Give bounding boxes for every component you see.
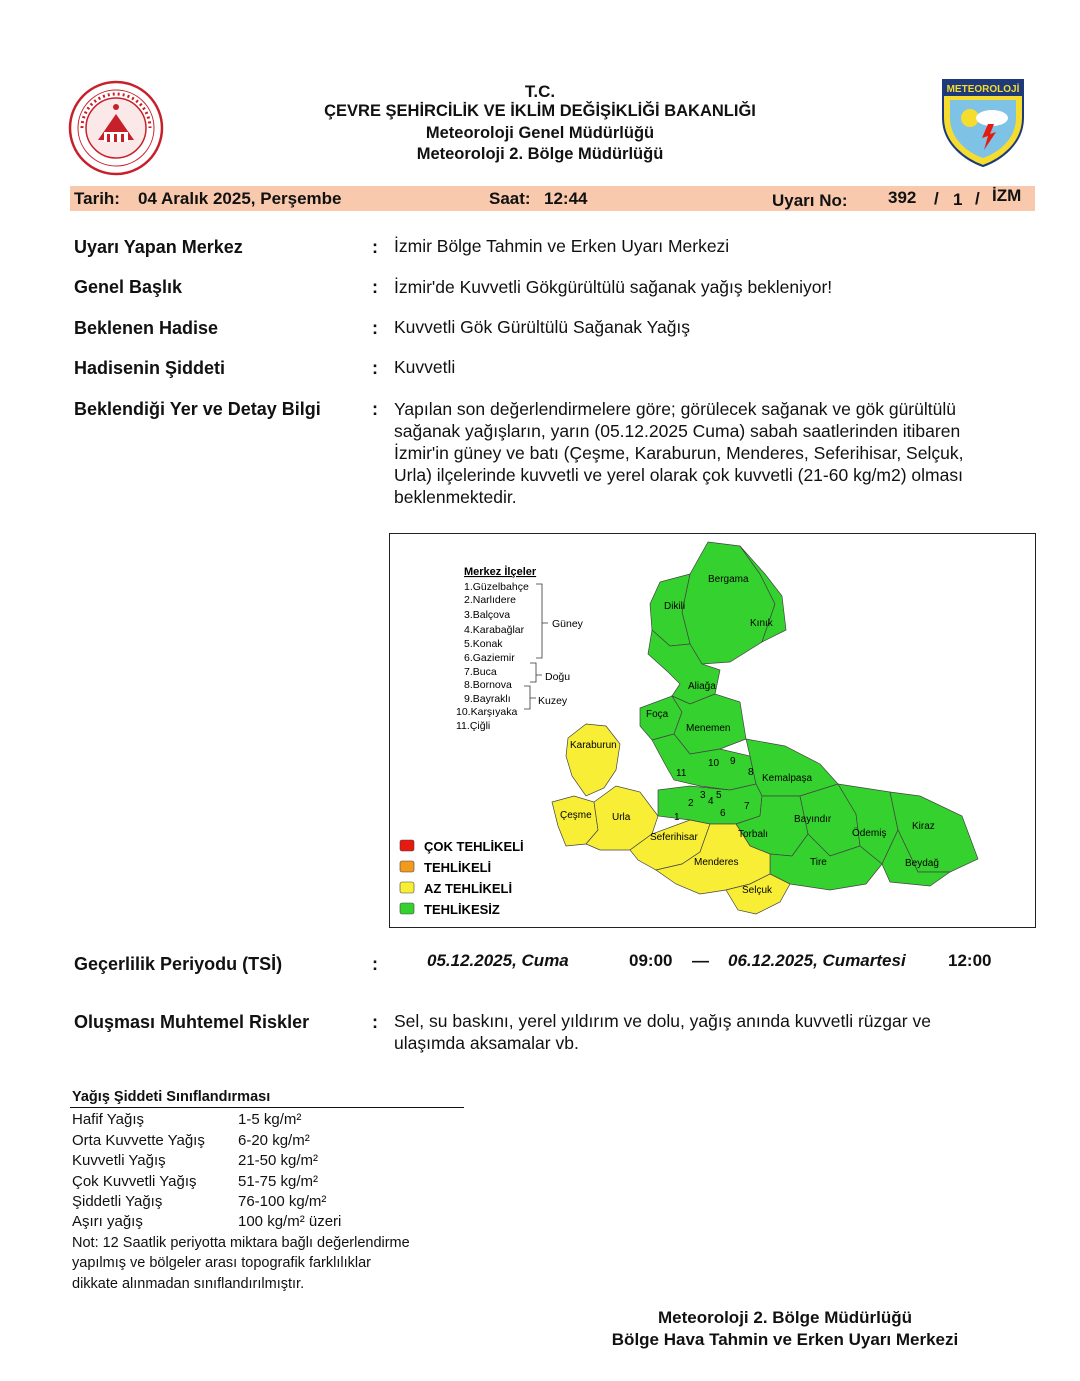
issuing-center-value: İzmir Bölge Tahmin ve Erken Uyarı Merkezi xyxy=(394,236,730,256)
detail-line: İzmir'in güney ve batı (Çeşme, Karaburun, Menderes, Seferihisar, Selçuk, xyxy=(394,443,964,463)
risks-label: Oluşması Muhtemel Riskler xyxy=(74,1012,310,1032)
classification-name: Kuvvetli Yağış xyxy=(72,1152,166,1169)
severity-value: Kuvvetli xyxy=(394,357,456,377)
detail-text xyxy=(394,398,963,508)
central-district-item: 8.Bornova xyxy=(464,679,512,691)
group-bracket-south xyxy=(536,584,548,658)
central-district-item: 3.Balçova xyxy=(464,609,511,621)
legend-label-dangerous: TEHLİKELİ xyxy=(424,860,492,875)
district-label-menderes: Menderes xyxy=(694,857,739,868)
district-label-tire: Tire xyxy=(810,857,827,868)
header-general-directorate: Meteoroloji Genel Müdürlüğü xyxy=(425,124,655,142)
group-label-south: Güney xyxy=(552,618,583,630)
footer-center: Bölge Hava Tahmin ve Erken Uyarı Merkezi xyxy=(611,1330,959,1349)
number-label: 11 xyxy=(676,768,687,779)
period-dash: — xyxy=(692,951,709,970)
classification-row xyxy=(72,1213,342,1230)
group-bracket-north xyxy=(524,686,536,709)
number-label: 3 xyxy=(700,790,706,801)
district-label-odemis: Ödemiş xyxy=(852,828,887,839)
date-value: 04 Aralık 2025, Perşembe xyxy=(138,189,342,208)
classification-name: Şiddetli Yağış xyxy=(72,1193,163,1210)
detail-colon: : xyxy=(372,399,378,419)
legend-swatch-safe xyxy=(400,903,414,914)
central-district-item: 4.Karabağlar xyxy=(464,624,525,636)
classification-name: Çok Kuvvetli Yağış xyxy=(72,1173,197,1190)
number-label: 2 xyxy=(688,798,694,809)
period-start-date: 05.12.2025, Cuma xyxy=(427,951,569,970)
central-district-item: 10.Karşıyaka xyxy=(456,706,518,718)
classification-title: Yağış Şiddeti Sınıflandırması xyxy=(72,1089,271,1105)
severity-label: Hadisenin Şiddeti xyxy=(74,358,226,378)
classification-value: 1-5 kg/m² xyxy=(238,1111,302,1128)
classification-value: 21-50 kg/m² xyxy=(238,1152,319,1169)
group-label-east: Doğu xyxy=(545,671,571,683)
district-label-bayindir: Bayındır xyxy=(794,814,832,825)
central-districts-list xyxy=(456,581,529,732)
number-label: 1 xyxy=(674,812,680,823)
number-label: 10 xyxy=(708,758,720,769)
header-ministry: ÇEVRE ŞEHİRCİLİK VE İKLİM DEĞİŞİKLİĞİ BAKANLIĞI xyxy=(324,102,756,120)
district-label-dikili: Dikili xyxy=(664,601,686,612)
expected-event-value: Kuvvetli Gök Gürültülü Sağanak Yağış xyxy=(394,317,691,337)
risks-text xyxy=(394,1010,931,1054)
risks-line: Sel, su baskını, yerel yıldırım ve dolu, yağış anında kuvvetli rüzgar ve xyxy=(394,1011,931,1031)
warning-sep-2: / xyxy=(975,189,980,208)
number-label: 9 xyxy=(730,756,736,767)
classification-name: Orta Kuvvette Yağış xyxy=(72,1132,205,1149)
district-label-kinik: Kınık xyxy=(750,618,773,629)
legend-label-safe: TEHLİKESİZ xyxy=(424,902,500,917)
classification-value: 51-75 kg/m² xyxy=(238,1173,319,1190)
period-colon: : xyxy=(372,954,378,974)
district-label-foca: Foça xyxy=(646,709,669,720)
group-bracket-east xyxy=(530,663,542,682)
number-label: 7 xyxy=(744,801,750,812)
district-label-karaburun: Karaburun xyxy=(570,740,617,751)
time-label: Saat: xyxy=(489,189,531,208)
central-district-item: 9.Bayraklı xyxy=(464,693,511,705)
header-tc: T.C. xyxy=(524,82,556,101)
classification-note-line: yapılmış ve bölgeler arası topografik farklılıklar xyxy=(72,1255,371,1271)
central-district-item: 2.Narlıdere xyxy=(464,594,516,606)
district-label-selcuk: Selçuk xyxy=(742,885,773,896)
detail-line: Yapılan son değerlendirmelere göre; görülecek sağanak ve gök gürültülü xyxy=(394,399,956,419)
classification-note-line: dikkate alınmadan sınıflandırılmıştır. xyxy=(72,1276,305,1292)
legend-label-less-dangerous: AZ TEHLİKELİ xyxy=(424,881,513,896)
region-karaburun xyxy=(566,724,620,796)
district-label-beydag: Beydağ xyxy=(905,858,939,869)
number-label: 6 xyxy=(720,808,726,819)
period-start-time: 09:00 xyxy=(629,951,673,970)
central-district-item: 6.Gaziemir xyxy=(464,652,515,664)
period-end-time: 12:00 xyxy=(948,951,992,970)
warning-code: İZM xyxy=(992,186,1022,205)
number-label: 8 xyxy=(748,767,754,778)
district-label-bergama: Bergama xyxy=(708,574,749,585)
period-end-date: 06.12.2025, Cumartesi xyxy=(728,951,906,970)
issuing-center-label: Uyarı Yapan Merkez xyxy=(74,237,243,257)
district-label-seferihisar: Seferihisar xyxy=(650,832,698,843)
district-label-kemalpasa: Kemalpaşa xyxy=(762,773,813,784)
severity-colon: : xyxy=(372,358,378,378)
classification-row xyxy=(72,1152,319,1169)
meteoroloji-logo-text: METEOROLOJİ xyxy=(946,84,1020,95)
header-regional-directorate: Meteoroloji 2. Bölge Müdürlüğü xyxy=(416,145,664,163)
central-district-item: 11.Çiğli xyxy=(456,720,491,732)
warning-no: 392 xyxy=(888,188,917,207)
classification-value: 100 kg/m² üzeri xyxy=(238,1213,342,1230)
classification-name: Hafif Yağış xyxy=(72,1111,144,1128)
group-label-north: Kuzey xyxy=(538,695,568,707)
general-title-label: Genel Başlık xyxy=(74,277,183,297)
legend-swatch-less-dangerous xyxy=(400,882,414,893)
classification-row xyxy=(72,1111,302,1128)
expected-event-colon: : xyxy=(372,318,378,338)
detail-line: beklenmektedir. xyxy=(394,487,517,507)
classification-value: 6-20 kg/m² xyxy=(238,1132,310,1149)
time-value: 12:44 xyxy=(544,189,588,208)
warning-sep-1: / xyxy=(934,189,939,208)
legend-swatch-dangerous xyxy=(400,861,414,872)
date-label: Tarih: xyxy=(74,189,120,208)
detail-label: Beklendiği Yer ve Detay Bilgi xyxy=(74,399,321,419)
region-bergama xyxy=(682,542,775,664)
central-district-item: 5.Konak xyxy=(464,638,503,650)
district-label-urla: Urla xyxy=(612,812,631,823)
warning-part: 1 xyxy=(953,190,963,209)
district-label-cesme: Çeşme xyxy=(560,810,592,821)
central-district-item: 7.Buca xyxy=(464,666,497,678)
region-kemalpasa xyxy=(746,739,838,796)
detail-line: Urla) ilçelerinde kuvvetli ve yerel olarak çok kuvvetli (21-60 kg/m2) olması xyxy=(394,465,963,485)
expected-event-label: Beklenen Hadise xyxy=(74,318,219,338)
classification-note-line: Not: 12 Saatlik periyotta miktara bağlı değerlendirme xyxy=(72,1235,410,1251)
issuing-center-colon: : xyxy=(372,237,378,257)
warning-no-label: Uyarı No: xyxy=(772,191,848,210)
district-label-menemen: Menemen xyxy=(686,723,731,734)
central-district-item: 1.Güzelbahçe xyxy=(464,581,529,593)
central-districts-title: Merkez İlçeler xyxy=(464,566,537,578)
general-title-value: İzmir'de Kuvvetli Gökgürültülü sağanak yağış bekleniyor! xyxy=(394,277,833,297)
classification-name: Aşırı yağış xyxy=(72,1213,143,1230)
classification-divider xyxy=(70,1107,464,1108)
meteoroloji-shield-icon xyxy=(940,78,1026,168)
risks-colon: : xyxy=(372,1012,378,1032)
risks-line: ulaşımda aksamalar vb. xyxy=(394,1033,579,1053)
number-label: 4 xyxy=(708,796,714,807)
footer-directorate: Meteoroloji 2. Bölge Müdürlüğü xyxy=(657,1308,913,1327)
warning-map xyxy=(389,533,1036,928)
period-label: Geçerlilik Periyodu (TSİ) xyxy=(74,954,283,974)
detail-line: sağanak yağışların, yarın (05.12.2025 Cuma) sabah saatlerinden itibaren xyxy=(394,421,961,441)
izmir-district-map xyxy=(390,534,1036,928)
district-label-kiraz: Kiraz xyxy=(912,821,935,832)
classification-row xyxy=(72,1173,319,1190)
district-label-aliaga: Aliağa xyxy=(688,681,716,692)
classification-row xyxy=(72,1193,327,1210)
number-label: 5 xyxy=(716,790,722,801)
classification-row xyxy=(72,1132,310,1149)
legend-label-very-dangerous: ÇOK TEHLİKELİ xyxy=(424,839,524,854)
general-title-colon: : xyxy=(372,277,378,297)
info-bar xyxy=(70,186,1035,211)
legend-swatch-very-dangerous xyxy=(400,840,414,851)
classification-value: 76-100 kg/m² xyxy=(238,1193,327,1210)
district-label-torbali: Torbalı xyxy=(738,829,769,840)
